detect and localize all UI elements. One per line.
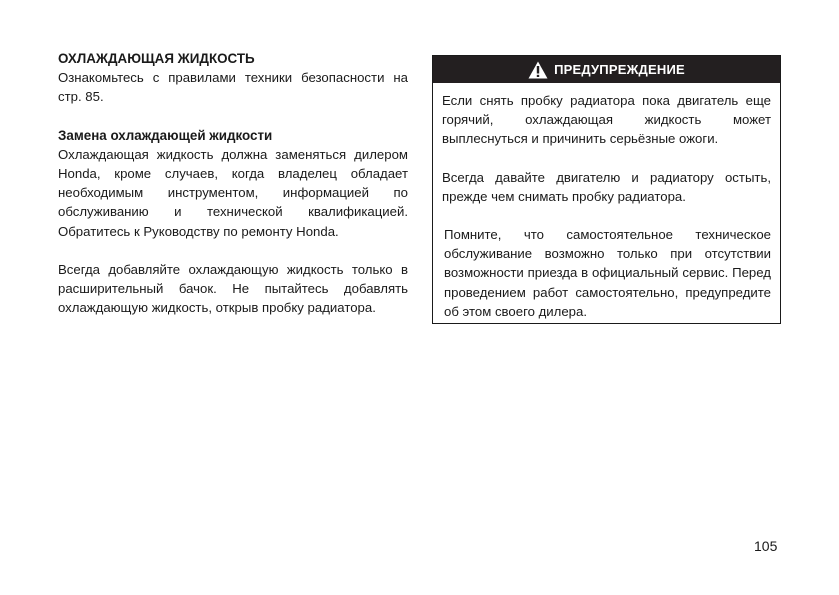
intro-text: Ознакомьтесь с правилами техники безопасности на стр. 85. (58, 70, 408, 105)
section-title: ОХЛАЖДАЮЩАЯ ЖИДКОСТЬ (58, 51, 255, 66)
warning-paragraph-3: Помните, что самостоятельное техническое обслуживание возможно только при отсутствии возможности приезда в официальный сервис. Перед проведением работ самостоятельно, предупредите об этом своего дилера. (444, 227, 771, 319)
body-paragraph-2: Всегда добавляйте охлаждающую жидкость только в расширительный бачок. Не пытайтесь добавлять охлаждающую жидкость, открыв пробку радиатора. (58, 261, 408, 316)
subsection-title: Замена охлаждающей жидкости (58, 127, 273, 143)
warning-triangle-icon (528, 61, 548, 79)
warning-title: ПРЕДУПРЕЖДЕНИЕ (554, 62, 685, 77)
warning-paragraph-2: Всегда давайте двигателю и радиатору остыть, прежде чем снимать пробку радиатора. (442, 169, 771, 204)
warning-box (432, 55, 781, 324)
warning-body (433, 83, 780, 321)
body-paragraph-1: Охлаждающая жидкость должна заменяться дилером Honda, кроме случаев, когда владелец обладает необходимым инструментом, информацией по обслуживанию и технической квалификацией. Обратитесь к Руководству по ремонту Honda. (58, 146, 408, 239)
page-number: 105 (754, 538, 778, 554)
warning-paragraph-1: Если снять пробку радиатора пока двигатель еще горячий, охлаждающая жидкость может выплеснуться и причинить серьёзные ожоги. (442, 93, 771, 147)
left-column (58, 49, 408, 317)
warning-header (433, 56, 780, 83)
